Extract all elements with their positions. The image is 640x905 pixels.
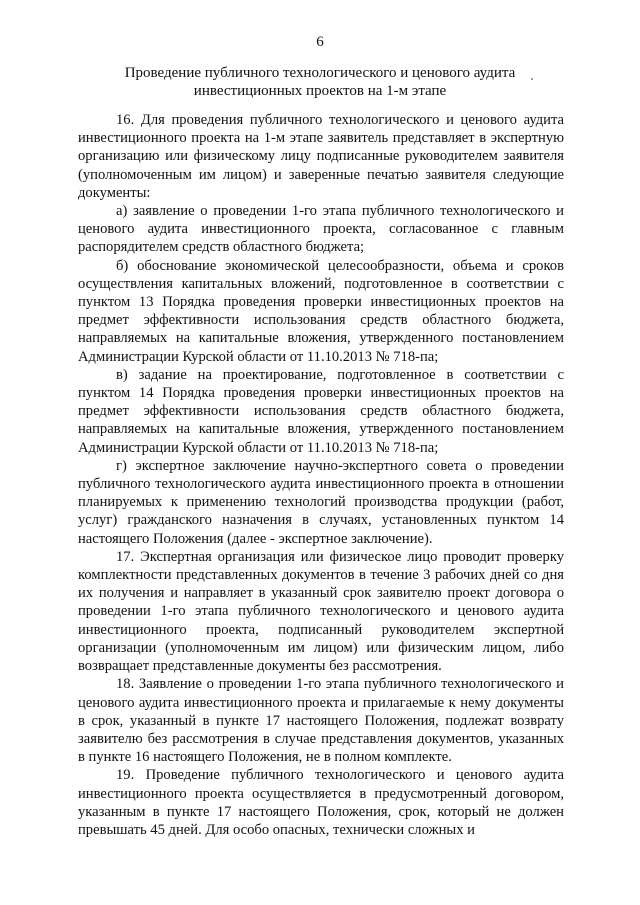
paragraph-16-g: г) экспертное заключение научно-экспертного совета о проведении публичного технологического аудита инвестиционного проекта в отношении планируемых к применению технологий производства продукции (работ, услуг) гражданского назначения в случаях, установленных пунктом 14 настоящего Положения (далее - экспертное заключение).	[78, 457, 564, 547]
paragraph-19: 19. Проведение публичного технологического и ценового аудита инвестиционного проекта осуществляется в предусмотренный договором, указанным в пункте 17 настоящего Положения, срок, который не должен превышать 45 дней. Для особо опасных, технически сложных и	[78, 767, 564, 838]
section-title-line-1: Проведение публичного технологического и ценового аудита	[124, 65, 516, 81]
section-title-line-2: инвестиционных проектов на 1-м этапе	[193, 83, 447, 99]
paragraph-16: 16. Для проведения публичного технологического и ценового аудита инвестиционного проекта на 1-м этапе заявитель представляет в экспертную организацию или физическому лицу подписанные руководителем заявителя (уполномоченным им лицом) и заверенные печатью заявителя следующие документы:	[78, 112, 564, 201]
paragraph-17: 17. Экспертная организация или физическое лицо проводит проверку комплектности представленных документов в течение 3 рабочих дней со дня их получения и направляет в указанный срок заявителю проект договора о проведении 1-го этапа публичного технологического и ценового аудита инвестиционного проекта, подписанный руководителем экспертной организации (уполномоченным им лицом) или физическим лицом, либо возвращает представленные документы без рассмотрения.	[78, 548, 564, 675]
page-number: 6	[316, 34, 324, 50]
paragraph-16-a: а) заявление о проведении 1-го этапа публичного технологического и ценового аудита инвестиционного проекта, согласованное с главным распорядителем средств областного бюджета;	[78, 203, 564, 256]
document-body	[78, 111, 564, 839]
paragraph-18: 18. Заявление о проведении 1-го этапа публичного технологического и ценового аудита инвестиционного проекта и прилагаемые к нему документы в срок, указанный в пункте 17 настоящего Положения, подлежат возврату заявителю без рассмотрения в случае представления документов, указанных в пункте 16 настоящего Положения, не в полном комплекте.	[78, 676, 564, 766]
section-title	[90, 64, 550, 100]
paragraph-16-b: б) обоснование экономической целесообразности, объема и сроков осуществления капитальных вложений, подготовленное в соответствии с пунктом 13 Порядка проведения проверки инвестиционных проектов на предмет эффективности использования средств областного бюджета, направляемых на капитальные вложения, утвержденного постановлением Администрации Курской области от 11.10.2013 № 718-па;	[78, 257, 564, 365]
paragraph-16-v: в) задание на проектирование, подготовленное в соответствии с пунктом 14 Порядка проведения проверки инвестиционных проектов на предмет эффективности использования средств областного бюджета, направляемых на капитальные вложения, утвержденного постановлением Администрации Курской области от 11.10.2013 № 718-па;	[78, 366, 564, 456]
scan-speck	[531, 78, 533, 80]
